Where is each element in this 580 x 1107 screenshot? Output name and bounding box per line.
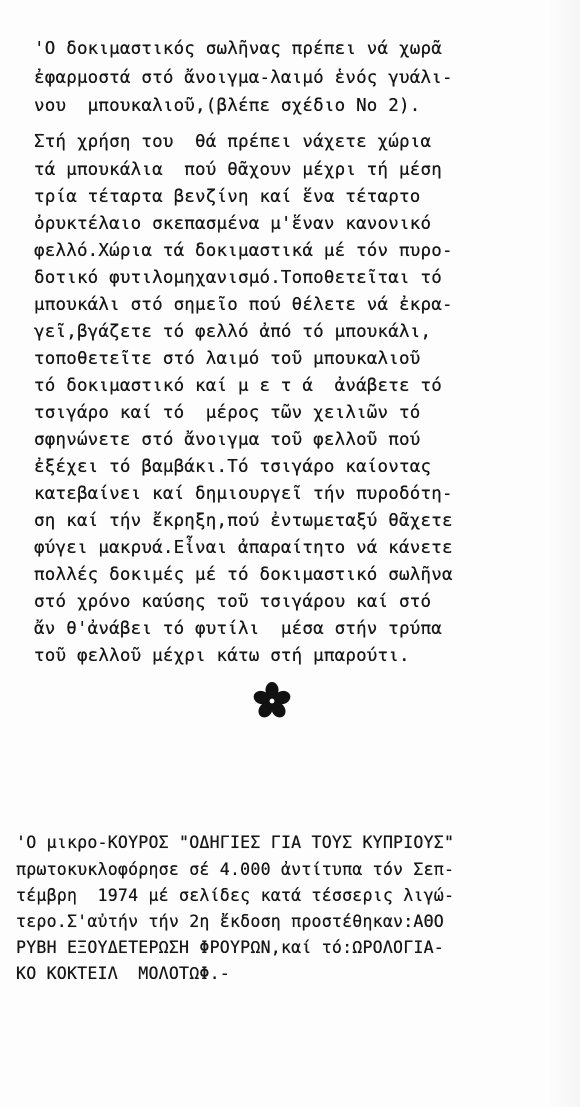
text-line: τό δοκιμαστικό καί μ ε τ ά ἀνάβετε τό: [34, 376, 442, 396]
flower-ornament-icon: [252, 681, 292, 721]
text-line: ἐφαρμοστά στό ἄνοιγμα-λαιμό ἑνός γυάλι-: [34, 68, 453, 88]
text-line: τέμβρη 1974 μέ σελίδες κατά τέσσερις λιγώ-: [16, 886, 455, 905]
text-line: τσιγάρο καί τό μέρος τῶν χειλιῶν τό: [34, 403, 421, 423]
text-line: Στή χρήση του θά πρέπει νάχετε χώρια: [34, 132, 432, 152]
page-edge-shadow: [548, 0, 580, 1107]
text-line: γεῖ,βγάζετε τό φελλό ἀπό τό μπουκάλι,: [34, 322, 432, 342]
text-line: κατεβαίνει καί δημιουργεῖ τήν πυροδότη-: [34, 484, 453, 504]
text-line: ΚΟ ΚΟΚΤΕΙΛ ΜΟΛΟΤΩΦ.-: [16, 964, 230, 983]
text-line: 'Ο δοκιμαστικός σωλῆνας πρέπει νά χωρᾶ: [34, 39, 442, 59]
text-line: πρωτοκυκλοφόρησε σέ 4.000 ἀντίτυπα τόν Σεπ-: [16, 860, 455, 879]
text-line: ΡΥΒΗ ΕΞΟΥΔΕΤΕΡΩΣΗ ΦΡΟΥΡΩΝ,καί τό:ΩΡΟΛΟΓΙΑ-: [16, 938, 444, 957]
text-line: σφηνώνετε στό ἄνοιγμα τοῦ φελλοῦ πού: [34, 430, 421, 450]
text-line: νου μπουκαλιοῦ,(βλέπε σχέδιο Νο 2).: [34, 96, 421, 116]
text-line: φύγει μακρυά.Εἶναι ἀπαραίτητο νά κάνετε: [34, 538, 453, 558]
text-line: πολλές δοκιμές μέ τό δοκιμαστικό σωλῆνα: [34, 565, 453, 585]
text-line: δοτικό φυτιλομηχανισμό.Τοποθετεῖται τό: [34, 268, 442, 288]
text-line: ση καί τήν ἔκρηξη,πού ἐντωμεταξύ θᾶχετε: [34, 511, 453, 531]
text-line: στό χρόνο καύσης τοῦ τσιγάρου καί στό: [34, 592, 432, 612]
text-line: τοποθετεῖτε στό λαιμό τοῦ μπουκαλιοῦ: [34, 349, 421, 369]
text-line: τά μπουκάλια πού θᾶχουν μέχρι τή μέση: [34, 160, 442, 180]
text-line: τρία τέταρτα βενζίνη καί ἕνα τέταρτο: [34, 187, 421, 207]
text-line: ἐξέχει τό βαμβάκι.Τό τσιγάρο καίοντας: [34, 457, 432, 477]
text-line: τερο.Σ'αὐτήν τήν 2η ἔκδοση προστέθηκαν:ΑΘΟ: [16, 912, 444, 931]
text-line: 'Ο μικρο-ΚΟΥΡΟΣ "ΟΔΗΓΙΕΣ ΓΙΑ ΤΟΥΣ ΚΥΠΡΙΟΥΣ": [16, 833, 455, 852]
text-line: φελλό.Χώρια τά δοκιμαστικά μέ τόν πυρο-: [34, 241, 453, 261]
text-line: ὀρυκτέλαιο σκεπασμένα μ'ἕναν κανονικό: [34, 214, 432, 234]
text-line: τοῦ φελλοῦ μέχρι κάτω στή μπαρούτι.: [34, 646, 410, 666]
text-line: ἄν θ'ἀνάβει τό φυτίλι μέσα στήν τρύπα: [34, 619, 442, 639]
text-line: μπουκάλι στό σημεῖο πού θέλετε νά ἐκρα-: [34, 295, 453, 315]
